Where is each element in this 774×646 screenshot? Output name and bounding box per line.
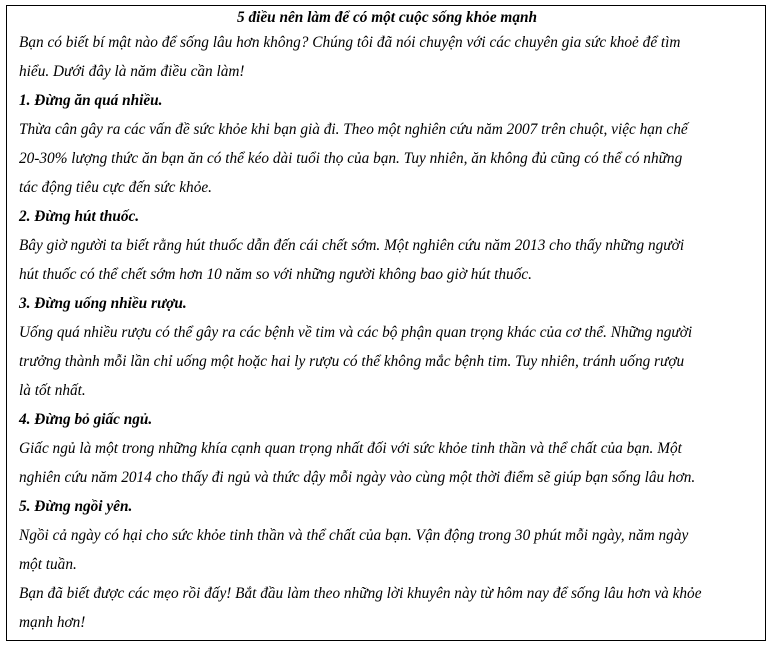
section-heading-4: 4. Đừng bỏ giấc ngủ. (19, 411, 153, 428)
document-title: 5 điều nên làm để có một cuộc sống khỏe mạnh (236, 9, 537, 26)
section-body-4 (19, 434, 755, 492)
body-line: nghiên cứu năm 2014 cho thấy đi ngủ và thức dậy mỗi ngày vào cùng một thời điểm sẽ giúp bạn sống lâu hơn. (19, 469, 696, 486)
section-heading-1: 1. Đừng ăn quá nhiều. (19, 92, 163, 109)
section-body-2 (19, 231, 755, 289)
section-heading-2: 2. Đừng hút thuốc. (19, 208, 140, 225)
body-line: trưởng thành mỗi lần chỉ uống một hoặc hai ly rượu có thể không mắc bệnh tim. Tuy nhiên, tránh uống rượu (19, 353, 685, 370)
body-line: Bây giờ người ta biết rằng hút thuốc dẫn đến cái chết sớm. Một nghiên cứu năm 2013 cho thấy những người (19, 237, 685, 254)
section-body-1 (19, 115, 755, 202)
document-frame (6, 5, 766, 641)
body-line: tác động tiêu cực đến sức khỏe. (19, 179, 212, 196)
closing-line: mạnh hơn! (19, 614, 86, 631)
intro-paragraph (19, 28, 755, 86)
body-line: hút thuốc có thể chết sớm hơn 10 năm so với những người không bao giờ hút thuốc. (19, 266, 532, 283)
closing-paragraph (19, 579, 755, 637)
section-body-3 (19, 318, 755, 405)
body-line: Giấc ngủ là một trong những khía cạnh quan trọng nhất đối với sức khỏe tinh thần và thể chất của bạn. Một (19, 440, 682, 457)
intro-line: Bạn có biết bí mật nào để sống lâu hơn không? Chúng tôi đã nói chuyện với các chuyên gia sức khoẻ để tìm (19, 34, 681, 51)
body-line: là tốt nhất. (19, 382, 86, 399)
body-line: Uống quá nhiều rượu có thể gây ra các bệnh về tim và các bộ phận quan trọng khác của cơ thể. Những người (19, 324, 693, 341)
section-heading-5: 5. Đừng ngồi yên. (19, 498, 133, 515)
section-heading-3: 3. Đừng uống nhiều rượu. (19, 295, 187, 312)
body-line: một tuần. (19, 556, 77, 573)
body-line: Thừa cân gây ra các vấn đề sức khỏe khi bạn già đi. Theo một nghiên cứu năm 2007 trên chuột, việc hạn chế (19, 121, 688, 138)
body-line: 20-30% lượng thức ăn bạn ăn có thể kéo dài tuổi thọ của bạn. Tuy nhiên, ăn không đủ cũng có thể có những (19, 150, 683, 167)
body-line: Ngồi cả ngày có hại cho sức khỏe tinh thần và thể chất của bạn. Vận động trong 30 phút mỗi ngày, năm ngày (19, 527, 689, 544)
section-body-5 (19, 521, 755, 579)
intro-line: hiểu. Dưới đây là năm điều cần làm! (19, 63, 245, 80)
closing-line: Bạn đã biết được các mẹo rồi đấy! Bắt đầu làm theo những lời khuyên này từ hôm nay để sống lâu hơn và khỏe (19, 585, 702, 602)
